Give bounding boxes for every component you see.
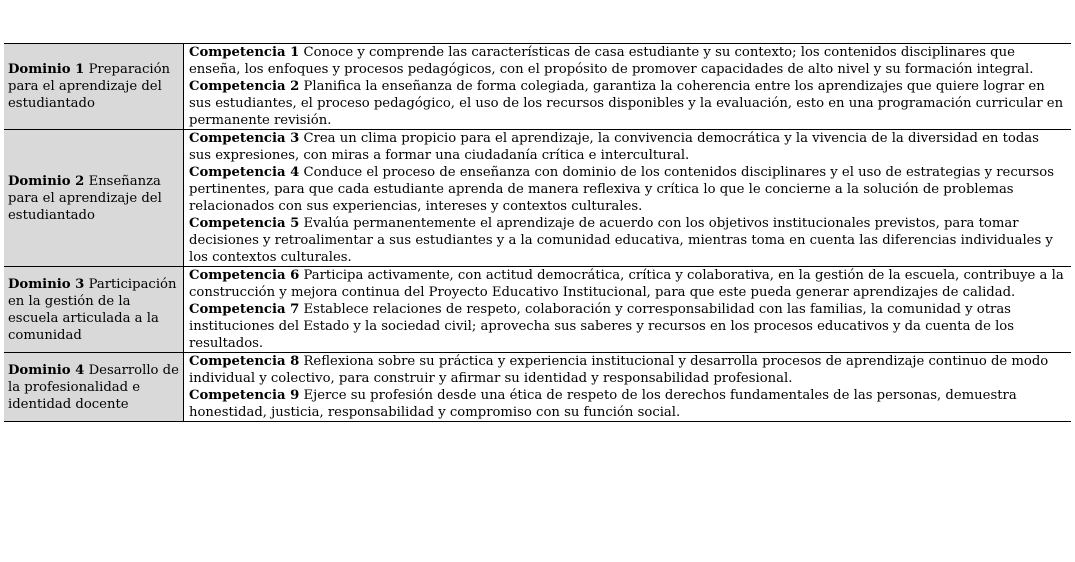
competencia-item	[189, 353, 1065, 387]
domain-text: Participación en la gestión de la escuela articulada a la comunidad	[8, 276, 177, 343]
domain-label: Dominio 3	[8, 276, 85, 292]
domains-table	[4, 43, 1071, 422]
competencia-text: Ejerce su profesión desde una ética de respeto de los derechos fundamentales de las personas, demuestra honestidad, justicia, responsabilidad y compromiso con su función social.	[189, 388, 1017, 420]
domain-text: Enseñanza para el aprendizaje del estudiantado	[8, 173, 162, 223]
competencia-item	[189, 78, 1065, 129]
competencia-label: Competencia 4	[189, 165, 300, 180]
competencia-item	[189, 130, 1065, 164]
competencias-cell	[184, 130, 1072, 267]
table-row	[4, 130, 1071, 267]
competencias-cell	[184, 353, 1072, 422]
competencia-text: Establece relaciones de respeto, colaboración y corresponsabilidad con las familias, la comunidad y otras instituciones del Estado y la sociedad civil; aprovecha sus saberes y recursos en los procesos educativos y da cuenta de los resultados.	[189, 302, 1014, 351]
competencia-text: Conduce el proceso de enseñanza con dominio de los contenidos disciplinares y el uso de estrategias y recursos pertinentes, para que cada estudiante aprenda de manera reflexiva y crítica lo que le concierne a la solución de problemas relacionados con sus experiencias, intereses y contextos culturales.	[189, 165, 1055, 214]
table-row	[4, 353, 1071, 422]
competencia-label: Competencia 5	[189, 216, 300, 231]
table-row	[4, 44, 1071, 130]
domain-label: Dominio 2	[8, 173, 85, 189]
competencia-item	[189, 215, 1065, 266]
competencia-label: Competencia 9	[189, 388, 300, 403]
competencia-text: Conoce y comprende las características de casa estudiante y su contexto; los contenidos disciplinares que enseña, los enfoques y procesos pedagógicos, con el propósito de promover capacidades de alto nivel y su formación integral.	[189, 45, 1034, 77]
competencia-label: Competencia 7	[189, 302, 300, 317]
competencia-text: Reflexiona sobre su práctica y experiencia institucional y desarrolla procesos de aprendizaje continuo de modo individual y colectivo, para construir y afirmar su identidad y responsabilidad profesional.	[189, 354, 1049, 386]
competencia-item	[189, 164, 1065, 215]
domain-label: Dominio 4	[8, 362, 85, 378]
competencia-text: Crea un clima propicio para el aprendizaje, la convivencia democrática y la vivencia de la diversidad en todas sus expresiones, con miras a formar una ciudadanía crítica e intercultural.	[189, 131, 1039, 163]
competencia-item	[189, 387, 1065, 421]
competencia-label: Competencia 1	[189, 45, 300, 60]
domain-cell	[4, 130, 184, 267]
competencia-label: Competencia 6	[189, 268, 300, 283]
competencia-text: Planifica la enseñanza de forma colegiada, garantiza la coherencia entre los aprendizajes que quiere lograr en sus estudiantes, el proceso pedagógico, el uso de los recursos disponibles y la evaluación, esto en una programación curricular en permanente revisión.	[189, 79, 1064, 128]
competencia-text: Evalúa permanentemente el aprendizaje de acuerdo con los objetivos institucionales previstos, para tomar decisiones y retroalimentar a sus estudiantes y a la comunidad educativa, mientras toma en cuenta las diferencias individuales y los contextos culturales.	[189, 216, 1053, 265]
competencias-cell	[184, 267, 1072, 353]
domain-text: Desarrollo de la profesionalidad e identidad docente	[8, 362, 179, 412]
competencia-item	[189, 301, 1065, 352]
competencia-label: Competencia 8	[189, 354, 300, 369]
domain-cell	[4, 353, 184, 422]
domain-cell	[4, 44, 184, 130]
competencia-label: Competencia 3	[189, 131, 300, 146]
competencia-item	[189, 267, 1065, 301]
competencia-text: Participa activamente, con actitud democrática, crítica y colaborativa, en la gestión de la escuela, contribuye a la construcción y mejora continua del Proyecto Educativo Institucional, para que este pueda generar aprendizajes de calidad.	[189, 268, 1064, 300]
competencias-cell	[184, 44, 1072, 130]
domain-cell	[4, 267, 184, 353]
table-row	[4, 267, 1071, 353]
domain-label: Dominio 1	[8, 62, 85, 77]
competencia-item	[189, 44, 1065, 78]
competencia-label: Competencia 2	[189, 79, 300, 94]
domain-text: Preparación para el aprendizaje del estudiantado	[8, 62, 171, 111]
